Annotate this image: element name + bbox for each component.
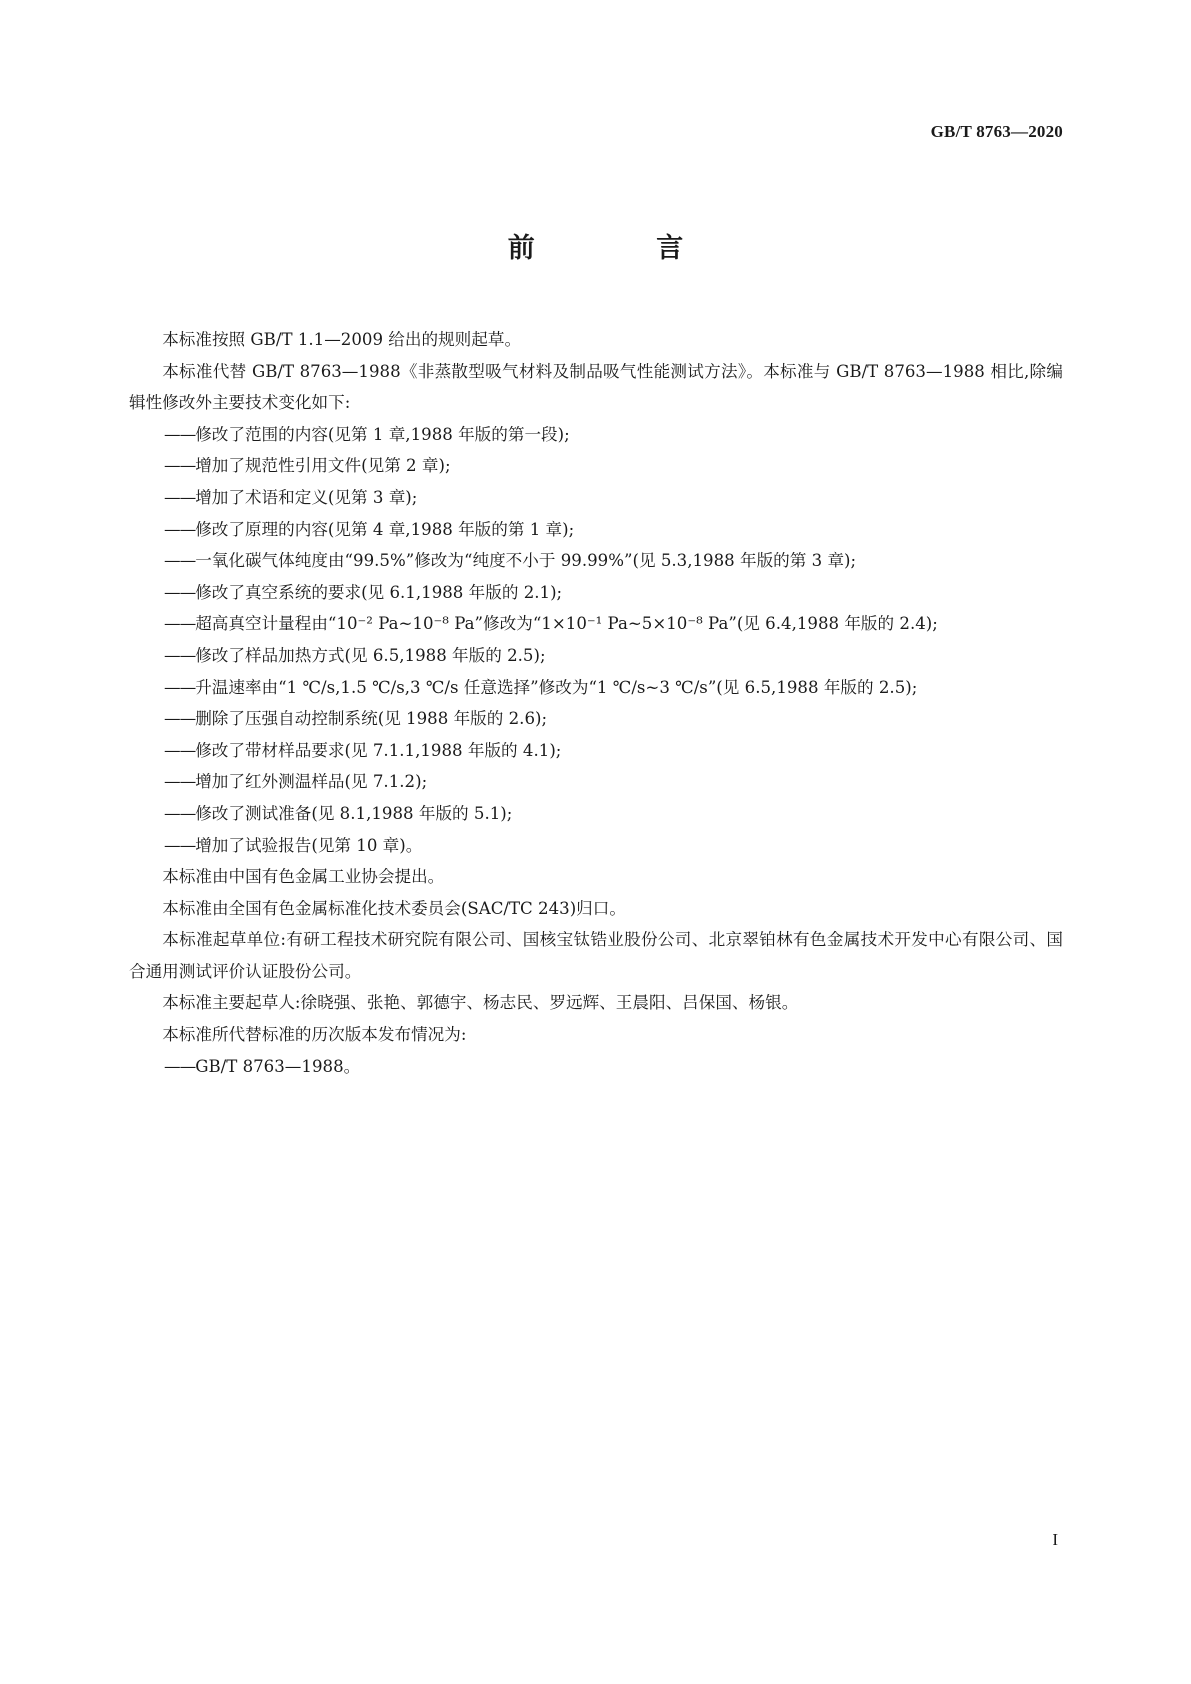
dash-marker: —— — [164, 740, 196, 760]
list-item — [129, 514, 1063, 546]
list-item-text: 超高真空计量程由“10⁻² Pa~10⁻⁸ Pa”修改为“1×10⁻¹ Pa~5×10⁻⁸ Pa”(见 6.4,1988 年版的 2.4); — [195, 614, 938, 634]
list-item-text: 修改了真空系统的要求(见 6.1,1988 年版的 2.1); — [195, 582, 563, 602]
dash-marker: —— — [164, 709, 196, 729]
page-number: I — [1052, 1530, 1058, 1549]
dash-marker: —— — [164, 424, 196, 444]
paragraph-history-intro: 本标准所代替标准的历次版本发布情况为: — [162, 1025, 467, 1045]
dash-marker: —— — [164, 519, 196, 539]
list-item-text: 修改了带材样品要求(见 7.1.1,1988 年版的 4.1); — [195, 740, 562, 760]
list-item-text: 修改了测试准备(见 8.1,1988 年版的 5.1); — [195, 803, 513, 823]
dash-marker: —— — [164, 677, 196, 697]
list-item-text: 修改了样品加热方式(见 6.5,1988 年版的 2.5); — [195, 645, 546, 665]
list-item-text: GB/T 8763—1988。 — [195, 1056, 361, 1076]
page-title: 前 言 — [507, 233, 740, 264]
dash-marker: —— — [164, 614, 196, 634]
dash-marker: —— — [164, 835, 196, 855]
paragraph-drafting-units: 本标准起草单位:有研工程技术研究院有限公司、国核宝钛锆业股份公司、北京翠铂林有色金属技术开发中心有限公司、国合通用测试评价认证股份公司。 — [129, 930, 1063, 981]
changes-list — [129, 419, 1063, 861]
paragraph-replacement: 本标准代替 GB/T 8763—1988《非蒸散型吸气材料及制品吸气性能测试方法》。本标准与 GB/T 8763—1988 相比,除编辑性修改外主要技术变化如下: — [129, 361, 1063, 413]
list-item — [129, 703, 1063, 735]
list-item-text: 增加了术语和定义(见第 3 章); — [195, 487, 418, 507]
list-item — [129, 640, 1063, 672]
foreword-body — [129, 324, 1063, 1082]
paragraph-drafters: 本标准主要起草人:徐晓强、张艳、郭德宇、杨志民、罗远辉、王晨阳、吕保国、杨银。 — [162, 993, 799, 1013]
dash-marker: —— — [164, 1056, 196, 1076]
standard-code: GB/T 8763—2020 — [930, 122, 1063, 141]
list-item-text: 修改了原理的内容(见第 4 章,1988 年版的第 1 章); — [195, 519, 575, 539]
list-item — [129, 735, 1063, 767]
list-item — [129, 450, 1063, 482]
paragraph-drafting-rules: 本标准按照 GB/T 1.1—2009 给出的规则起草。 — [162, 330, 522, 349]
dash-marker: —— — [164, 772, 196, 792]
dash-marker: —— — [164, 803, 196, 823]
dash-marker: —— — [164, 487, 196, 507]
list-item — [129, 482, 1063, 514]
dash-marker: —— — [164, 456, 196, 476]
list-item-text: 删除了压强自动控制系统(见 1988 年版的 2.6); — [195, 709, 548, 729]
list-item — [129, 545, 1063, 577]
list-item — [129, 798, 1063, 830]
list-item — [129, 766, 1063, 798]
list-item — [129, 419, 1063, 451]
dash-marker: —— — [164, 645, 196, 665]
list-item-text: 修改了范围的内容(见第 1 章,1988 年版的第一段); — [195, 424, 570, 444]
list-item-text: 增加了试验报告(见第 10 章)。 — [195, 835, 423, 855]
dash-marker: —— — [164, 551, 196, 571]
list-item-text: 增加了规范性引用文件(见第 2 章); — [195, 456, 451, 476]
dash-marker: —— — [164, 582, 196, 602]
list-item — [129, 608, 1063, 640]
paragraph-proposer: 本标准由中国有色金属工业协会提出。 — [162, 867, 445, 887]
list-item — [129, 672, 1063, 704]
list-item — [129, 830, 1063, 862]
history-list-item — [129, 1051, 1063, 1083]
list-item-text: 增加了红外测温样品(见 7.1.2); — [195, 772, 428, 792]
list-item — [129, 577, 1063, 609]
list-item-text: 升温速率由“1 ℃/s,1.5 ℃/s,3 ℃/s 任意选择”修改为“1 ℃/s~3 ℃/s”(见 6.5,1988 年版的 2.5); — [195, 677, 918, 697]
list-item-text: 一氧化碳气体纯度由“99.5%”修改为“纯度不小于 99.99%”(见 5.3,1988 年版的第 3 章); — [195, 551, 857, 571]
paragraph-committee: 本标准由全国有色金属标准化技术委员会(SAC/TC 243)归口。 — [162, 898, 626, 918]
